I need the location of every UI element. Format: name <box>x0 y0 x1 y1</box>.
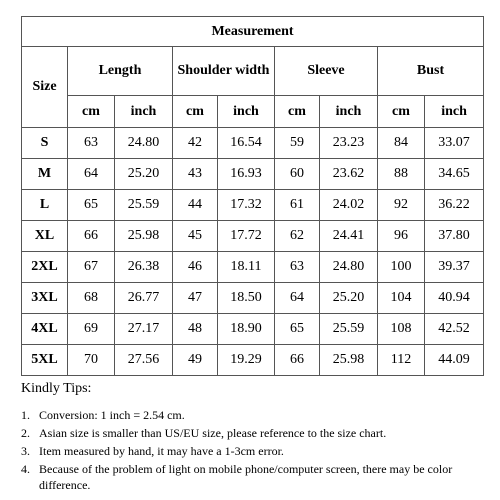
tips-title: Kindly Tips: <box>21 381 92 396</box>
unit-header: inch <box>218 96 275 128</box>
measurement-cell: 24.80 <box>320 252 378 283</box>
measurement-cell: 104 <box>378 283 425 314</box>
measurement-cell: 61 <box>275 190 320 221</box>
measurement-cell: 19.29 <box>218 345 275 376</box>
measurement-cell: 68 <box>68 283 115 314</box>
measurement-cell: 48 <box>173 314 218 345</box>
measurement-cell: 39.37 <box>425 252 484 283</box>
table-row <box>22 221 484 252</box>
measurement-cell: 66 <box>68 221 115 252</box>
table-row <box>22 283 484 314</box>
measurement-cell: 88 <box>378 159 425 190</box>
kindly-tips <box>21 381 491 495</box>
size-label: XL <box>22 221 68 252</box>
measurement-cell: 26.77 <box>115 283 173 314</box>
measurement-cell: 24.80 <box>115 128 173 159</box>
measurement-cell: 49 <box>173 345 218 376</box>
measurement-cell: 66 <box>275 345 320 376</box>
measurement-cell: 108 <box>378 314 425 345</box>
unit-header: cm <box>173 96 218 128</box>
size-label: 5XL <box>22 345 68 376</box>
table-title: Measurement <box>22 17 484 47</box>
size-label: M <box>22 159 68 190</box>
measurement-cell: 40.94 <box>425 283 484 314</box>
measurement-cell: 84 <box>378 128 425 159</box>
measurement-cell: 100 <box>378 252 425 283</box>
measurement-cell: 43 <box>173 159 218 190</box>
measurement-cell: 96 <box>378 221 425 252</box>
tip-text: Conversion: 1 inch = 2.54 cm. <box>39 408 185 422</box>
unit-header: cm <box>378 96 425 128</box>
table-row <box>22 159 484 190</box>
measurement-cell: 47 <box>173 283 218 314</box>
measurement-cell: 70 <box>68 345 115 376</box>
measurement-cell: 64 <box>68 159 115 190</box>
measurement-cell: 42.52 <box>425 314 484 345</box>
length-header: Length <box>68 47 173 96</box>
measurement-cell: 25.20 <box>320 283 378 314</box>
measurement-cell: 63 <box>275 252 320 283</box>
measurement-cell: 25.59 <box>115 190 173 221</box>
unit-header: inch <box>115 96 173 128</box>
measurement-cell: 23.62 <box>320 159 378 190</box>
size-rows <box>22 128 484 376</box>
measurement-cell: 65 <box>68 190 115 221</box>
unit-header: inch <box>320 96 378 128</box>
measurement-cell: 18.90 <box>218 314 275 345</box>
measurement-cell: 24.02 <box>320 190 378 221</box>
measurement-cell: 112 <box>378 345 425 376</box>
bust-header: Bust <box>378 47 484 96</box>
measurement-cell: 17.72 <box>218 221 275 252</box>
tip-item <box>21 443 491 459</box>
unit-header: cm <box>275 96 320 128</box>
measurement-cell: 45 <box>173 221 218 252</box>
measurement-cell: 27.17 <box>115 314 173 345</box>
measurement-cell: 63 <box>68 128 115 159</box>
measurement-cell: 37.80 <box>425 221 484 252</box>
table-row <box>22 128 484 159</box>
measurement-cell: 59 <box>275 128 320 159</box>
tip-item <box>21 407 491 423</box>
tip-number: 2. <box>21 426 30 440</box>
measurement-cell: 27.56 <box>115 345 173 376</box>
tip-item <box>21 425 491 441</box>
measurement-cell: 25.20 <box>115 159 173 190</box>
size-chart <box>21 16 483 376</box>
measurement-cell: 17.32 <box>218 190 275 221</box>
measurement-cell: 60 <box>275 159 320 190</box>
unit-header: inch <box>425 96 484 128</box>
measurement-cell: 26.38 <box>115 252 173 283</box>
tip-text: Asian size is smaller than US/EU size, please reference to the size chart. <box>39 426 387 440</box>
measurement-cell: 25.59 <box>320 314 378 345</box>
measurement-cell: 65 <box>275 314 320 345</box>
tip-text: Item measured by hand, it may have a 1-3cm error. <box>39 444 284 458</box>
size-label: 3XL <box>22 283 68 314</box>
size-table <box>21 16 484 376</box>
sleeve-header: Sleeve <box>275 47 378 96</box>
measurement-cell: 36.22 <box>425 190 484 221</box>
size-label: S <box>22 128 68 159</box>
measurement-cell: 18.50 <box>218 283 275 314</box>
unit-header: cm <box>68 96 115 128</box>
measurement-cell: 67 <box>68 252 115 283</box>
measurement-cell: 64 <box>275 283 320 314</box>
size-label: 2XL <box>22 252 68 283</box>
measurement-cell: 42 <box>173 128 218 159</box>
measurement-cell: 25.98 <box>320 345 378 376</box>
measurement-cell: 23.23 <box>320 128 378 159</box>
table-row <box>22 314 484 345</box>
measurement-cell: 44.09 <box>425 345 484 376</box>
tip-number: 4. <box>21 462 30 476</box>
table-row <box>22 190 484 221</box>
measurement-cell: 16.54 <box>218 128 275 159</box>
measurement-cell: 33.07 <box>425 128 484 159</box>
table-row <box>22 345 484 376</box>
measurement-cell: 18.11 <box>218 252 275 283</box>
measurement-cell: 46 <box>173 252 218 283</box>
tip-number: 3. <box>21 444 30 458</box>
measurement-cell: 44 <box>173 190 218 221</box>
tip-number: 1. <box>21 408 30 422</box>
measurement-cell: 92 <box>378 190 425 221</box>
size-column-header: Size <box>22 47 68 128</box>
measurement-cell: 62 <box>275 221 320 252</box>
measurement-cell: 34.65 <box>425 159 484 190</box>
table-row <box>22 252 484 283</box>
measurement-cell: 69 <box>68 314 115 345</box>
measurement-cell: 16.93 <box>218 159 275 190</box>
tip-text: Because of the problem of light on mobile phone/computer screen, there may be color difference. <box>39 462 453 492</box>
size-label: 4XL <box>22 314 68 345</box>
tip-item <box>21 461 491 493</box>
measurement-cell: 24.41 <box>320 221 378 252</box>
size-label: L <box>22 190 68 221</box>
measurement-cell: 25.98 <box>115 221 173 252</box>
shoulder-width-header: Shoulder width <box>173 47 275 96</box>
tips-list <box>21 407 491 493</box>
